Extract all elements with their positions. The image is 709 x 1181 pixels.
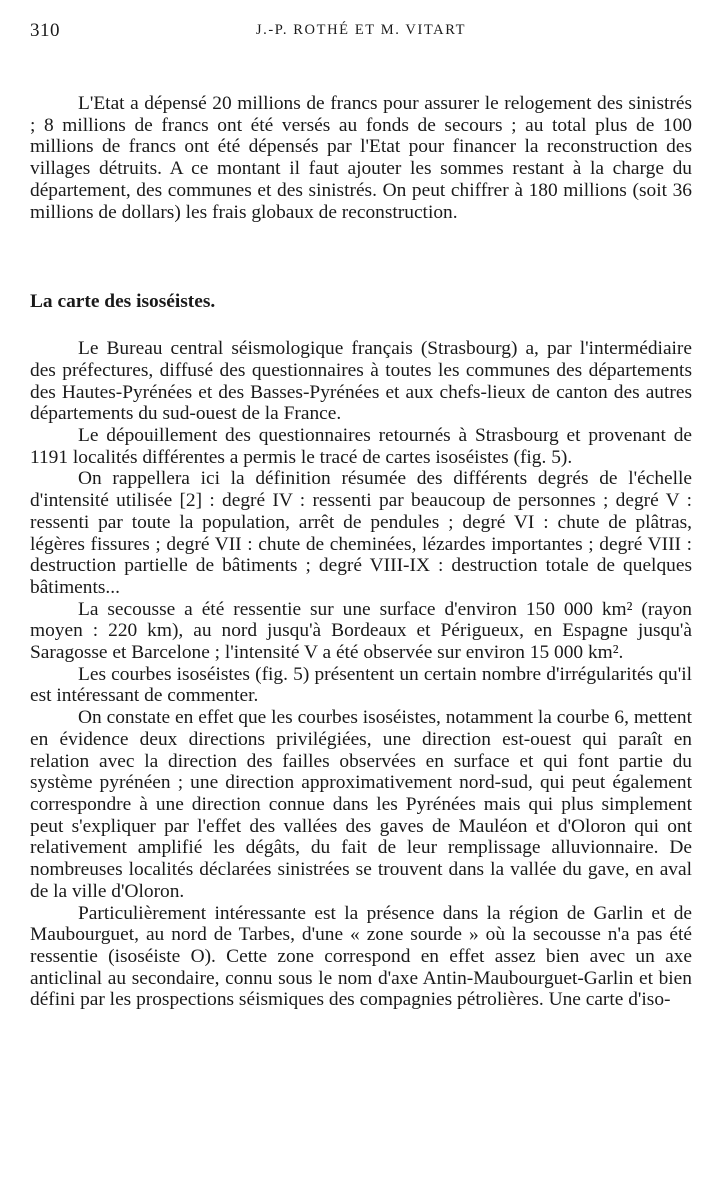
page-number: 310 (30, 20, 60, 41)
intro-paragraph: L'Etat a dépensé 20 millions de francs pour assurer le relogement des sinistrés ; 8 millions de francs ont été versés au fonds de secours ; au total plus de 100 millions de francs ont été dépensés par l'Etat pour financer la reconstruction des villages détruits. A ce montant il faut ajouter les sommes restant à la charge du département, des communes et des sinistrés. On peut chiffrer à 180 millions (soit 36 millions de dollars) les frais globaux de reconstruction. (30, 93, 692, 223)
paragraph-irregularities: Les courbes isoséistes (fig. 5) présentent un certain nombre d'irrégularités qu'il est intéressant de commenter. (30, 663, 692, 707)
article-body (30, 93, 692, 1011)
paragraph-felt-area: La secousse a été ressentie sur une surface d'environ 150 000 km² (rayon moyen : 220 km), au nord jusqu'à Bordeaux et Périgueux, en Espagne jusqu'à Saragosse et Barcelone ; l'intensité V a été observée sur environ 15 000 km². (30, 598, 692, 664)
paragraph-depouillement: Le dépouillement des questionnaires retournés à Strasbourg et provenant de 1191 localités différentes a permis le tracé de cartes isoséistes (fig. 5). (30, 425, 692, 468)
paragraph-directions: On constate en effet que les courbes isoséistes, notamment la courbe 6, mettent en évidence deux directions privilégiées, une direction est-ouest qui paraît en relation avec la direction des failles observées en surface et qui font partie du système pyrénéen ; une direction approximativement nord-sud, qui peut également correspondre à une direction connue dans les Pyrénées mais qui plus simplement peut s'expliquer par l'effet des vallées des gaves de Mauléon et d'Oloron qui ont relativement amplifié les dégâts, du fait de leur remplissage alluvionnaire. De nombreuses localités déclarées sinistrées se trouvent dans la vallée du gave, en aval de la ville d'Oloron. (30, 707, 692, 902)
page-header (30, 20, 692, 46)
paragraph-intensity-scale: On rappellera ici la définition résumée des différents degrés de l'échelle d'intensité utilisée [2] : degré IV : ressenti par beaucoup de personnes ; degré V : ressenti par toute la population, arrêt de pendules ; degré VI : chute de plâtras, légères fissures ; degré VII : chute de cheminées, lézardes importantes ; degré VIII : destruction partielle de bâtiments ; degré VIII-IX : destruction totale de quelques bâtiments... (30, 468, 692, 598)
section-title: La carte des isoséistes. (30, 291, 216, 313)
running-head: J.-P. ROTHÉ ET M. VITART (255, 22, 467, 38)
paragraph-questionnaires: Le Bureau central séismologique français (Strasbourg) a, par l'intermédiaire des préfectures, diffusé des questionnaires à toutes les communes des départements des Hautes-Pyrénées et des Basses-Pyrénées et aux chefs-lieux de canton des autres départements du sud-ouest de la France. (30, 338, 692, 425)
paragraph-zone-sourde: Particulièrement intéressante est la présence dans la région de Garlin et de Maubourguet, au nord de Tarbes, d'une « zone sourde » où la secousse n'a pas été ressentie (isoséiste O). Cette zone correspond en effet assez bien avec un axe anticlinal au secondaire, connu sous le nom d'axe Antin-Maubourguet-Garlin et bien défini par les prospections séismiques des compagnies pétrolières. Une carte d'iso- (30, 902, 692, 1011)
